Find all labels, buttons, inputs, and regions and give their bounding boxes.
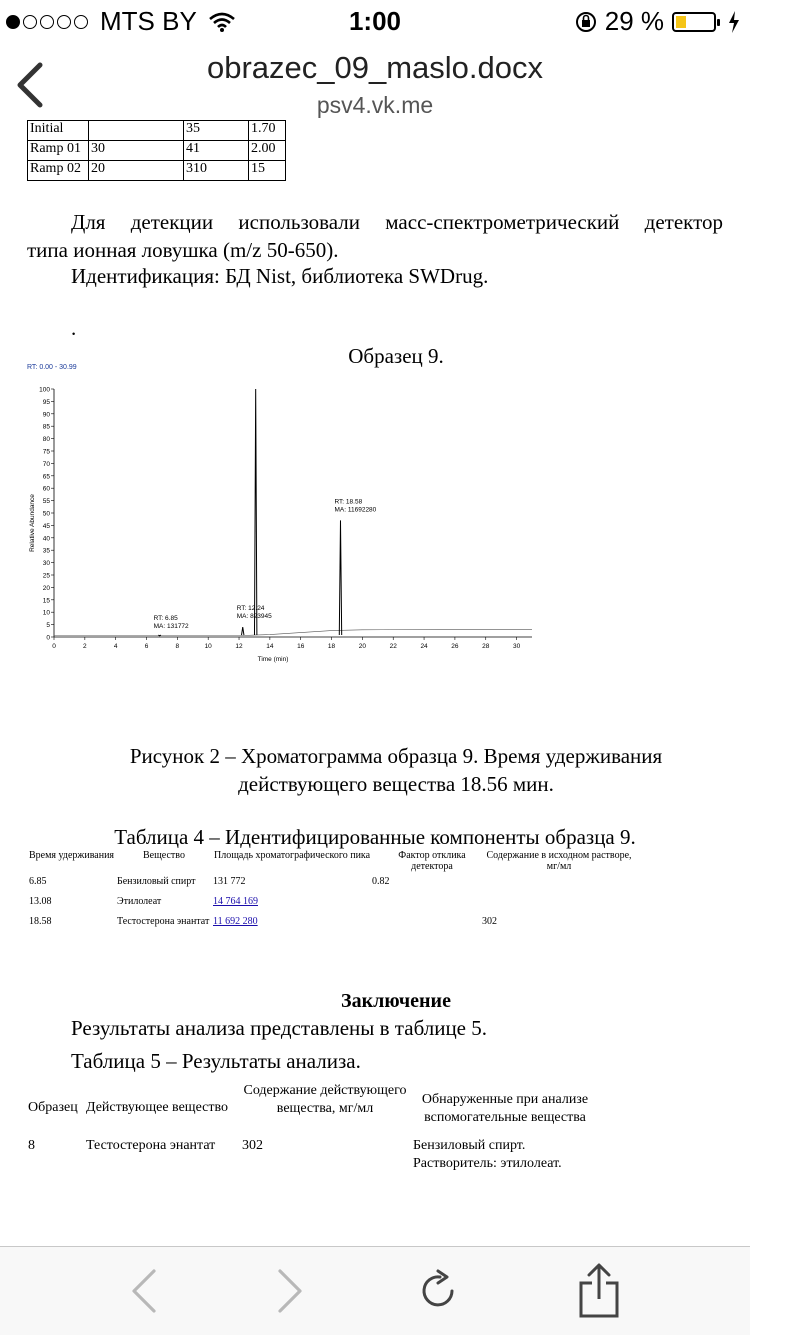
x-tick-label: 16	[297, 643, 305, 650]
baseline-trace	[54, 630, 532, 636]
table4-header: Площадь хроматографического пика	[214, 850, 371, 861]
y-tick-label: 10	[42, 609, 50, 617]
table4-cell: Тестостерона энантат	[117, 916, 210, 927]
table4-cell-link[interactable]: 14 764 169	[213, 896, 258, 907]
identification-paragraph: Идентификация: БД Nist, библиотека SWDrug.	[71, 264, 489, 288]
x-tick-label: 6	[144, 643, 149, 650]
table4-header: Вещество	[143, 850, 185, 861]
table-cell: 20	[89, 161, 184, 181]
forward-arrow-icon[interactable]	[276, 1267, 304, 1315]
stray-dot: .	[71, 316, 77, 340]
y-tick-label: 20	[42, 584, 50, 592]
conclusion-heading: Заключение	[341, 990, 451, 1012]
navigation-bar	[0, 40, 750, 130]
y-tick-label: 35	[42, 547, 50, 555]
chart-range-label: RT: 0.00 - 30.99	[27, 364, 77, 371]
table5-header: Образец	[28, 1100, 78, 1115]
x-tick-label: 28	[482, 643, 490, 650]
table4-header: Время удерживания	[29, 850, 115, 861]
y-tick-label: 100	[39, 386, 50, 394]
table-cell: 35	[184, 121, 249, 141]
table-row	[28, 141, 286, 161]
table4-cell: 6.85	[29, 876, 47, 887]
y-tick-label: 60	[42, 485, 50, 493]
table4-cell: Бензиловый спирт	[117, 876, 196, 887]
battery-percent: 29 %	[604, 6, 664, 36]
peak-label-ma: MA: 11692280	[334, 506, 377, 514]
x-tick-label: 26	[451, 643, 459, 650]
table-cell: 2.00	[249, 141, 286, 161]
orientation-lock-icon	[575, 11, 597, 33]
table4-header: Содержание в исходном растворе, мг/мл	[486, 850, 632, 872]
paragraph-line: типа ионная ловушка (m/z 50-650).	[27, 238, 339, 262]
y-tick-label: 90	[42, 411, 50, 419]
peak-label-rt: RT: 12.24	[236, 605, 265, 613]
ramp-table	[27, 120, 286, 181]
status-bar	[0, 0, 750, 40]
y-tick-label: 95	[42, 398, 50, 406]
caption-line: Рисунок 2 – Хроматограмма образца 9. Время удерживания	[129, 744, 663, 768]
chromatogram-chart	[20, 365, 550, 665]
peak	[254, 389, 256, 635]
document-title: obrazec_09_maslo.docx	[206, 50, 544, 85]
table-cell: 30	[89, 141, 184, 161]
table5-caption: Таблица 5 – Результаты анализа.	[71, 1049, 361, 1073]
peak	[339, 520, 341, 635]
table4-caption: Таблица 4 – Идентифицированные компоненты образца 9.	[114, 825, 636, 849]
x-tick-label: 8	[175, 643, 180, 650]
document-content	[0, 121, 750, 1246]
table-cell: Ramp 02	[28, 161, 89, 181]
peak-label-ma: MA: 823945	[236, 613, 272, 621]
x-tick-label: 2	[83, 643, 87, 650]
table4-cell: Этилолеат	[117, 896, 162, 907]
y-tick-label: 15	[42, 597, 50, 605]
y-tick-label: 30	[42, 560, 50, 568]
table5-cell: 302	[242, 1138, 263, 1153]
back-arrow-icon[interactable]	[130, 1267, 158, 1315]
table5-header: Обнаруженные при анализе вспомогательные вещества	[421, 1092, 589, 1125]
x-tick-label: 4	[113, 643, 118, 650]
y-tick-label: 5	[46, 622, 50, 630]
x-tick-label: 24	[420, 643, 428, 650]
y-tick-label: 40	[42, 535, 50, 543]
reload-icon[interactable]	[418, 1269, 462, 1313]
table-cell: 1.70	[249, 121, 286, 141]
clock: 1:00	[348, 6, 402, 36]
peak-label-rt: RT: 6.85	[153, 615, 178, 623]
table5-cell: 8	[28, 1138, 35, 1153]
sample-title: Образец 9.	[348, 344, 444, 368]
peak-label-ma: MA: 131772	[153, 623, 189, 631]
table4-cell: 13.08	[29, 896, 52, 907]
x-tick-label: 30	[512, 643, 521, 650]
table4-header: Фактор отклика детектора	[398, 850, 466, 872]
y-tick-label: 0	[46, 634, 50, 642]
conclusion-text: Результаты анализа представлены в таблице 5.	[71, 1016, 488, 1040]
table-cell: Ramp 01	[28, 141, 89, 161]
x-tick-label: 22	[389, 643, 397, 650]
y-tick-label: 75	[42, 448, 50, 456]
table5-cell: Тестостерона энантат	[86, 1138, 216, 1153]
caption-line: действующего вещества 18.56 мин.	[238, 772, 554, 796]
table-cell: 15	[249, 161, 286, 181]
table-cell	[89, 121, 184, 141]
table-row	[28, 161, 286, 181]
x-tick-label: 20	[358, 643, 367, 650]
document-source: psv4.vk.me	[316, 92, 434, 118]
paragraph-line: Для детекции использовали масс-спектрометрический детектор	[71, 210, 723, 234]
table-cell: 310	[184, 161, 249, 181]
table-row	[28, 121, 286, 141]
x-tick-label: 12	[235, 643, 243, 650]
table5-cell: Бензиловый спирт.	[413, 1138, 526, 1153]
x-tick-label: 18	[327, 643, 336, 650]
y-tick-label: 45	[42, 522, 50, 530]
x-tick-label: 0	[52, 643, 56, 650]
x-tick-label: 14	[266, 643, 274, 650]
table4-cell: 18.58	[29, 916, 52, 927]
charging-bolt-icon	[728, 11, 740, 33]
y-tick-label: 65	[42, 473, 50, 481]
x-axis-label: Time (min)	[257, 656, 289, 663]
peak	[158, 635, 160, 636]
battery-icon	[672, 12, 716, 32]
y-tick-label: 25	[42, 572, 50, 580]
carrier-name: MTS BY	[100, 6, 197, 36]
y-tick-label: 55	[42, 498, 50, 506]
table4-cell: 302	[482, 916, 497, 927]
peak	[242, 627, 244, 635]
table4-cell: 131 772	[213, 876, 246, 887]
y-tick-label: 50	[42, 510, 50, 518]
detection-paragraph	[27, 208, 723, 264]
x-tick-label: 10	[204, 643, 212, 650]
share-icon[interactable]	[578, 1263, 620, 1319]
table4-cell: 0.82	[372, 876, 390, 887]
figure-caption	[0, 742, 792, 798]
y-axis-label: Relative Abundance	[29, 494, 36, 552]
table4-cell-link[interactable]: 11 692 280	[213, 916, 258, 927]
bottom-toolbar	[0, 1246, 750, 1335]
table-cell: 41	[184, 141, 249, 161]
y-tick-label: 70	[42, 460, 50, 468]
table5-header: Действующее вещество	[86, 1100, 228, 1115]
table5-cell: Растворитель: этилолеат.	[413, 1156, 562, 1171]
table-cell: Initial	[28, 121, 89, 141]
table5-header: Содержание действующего вещества, мг/мл	[243, 1083, 407, 1116]
status-right	[575, 6, 740, 37]
peak-label-rt: RT: 18.58	[334, 498, 363, 506]
y-tick-label: 80	[42, 436, 50, 444]
y-tick-label: 85	[42, 423, 50, 431]
